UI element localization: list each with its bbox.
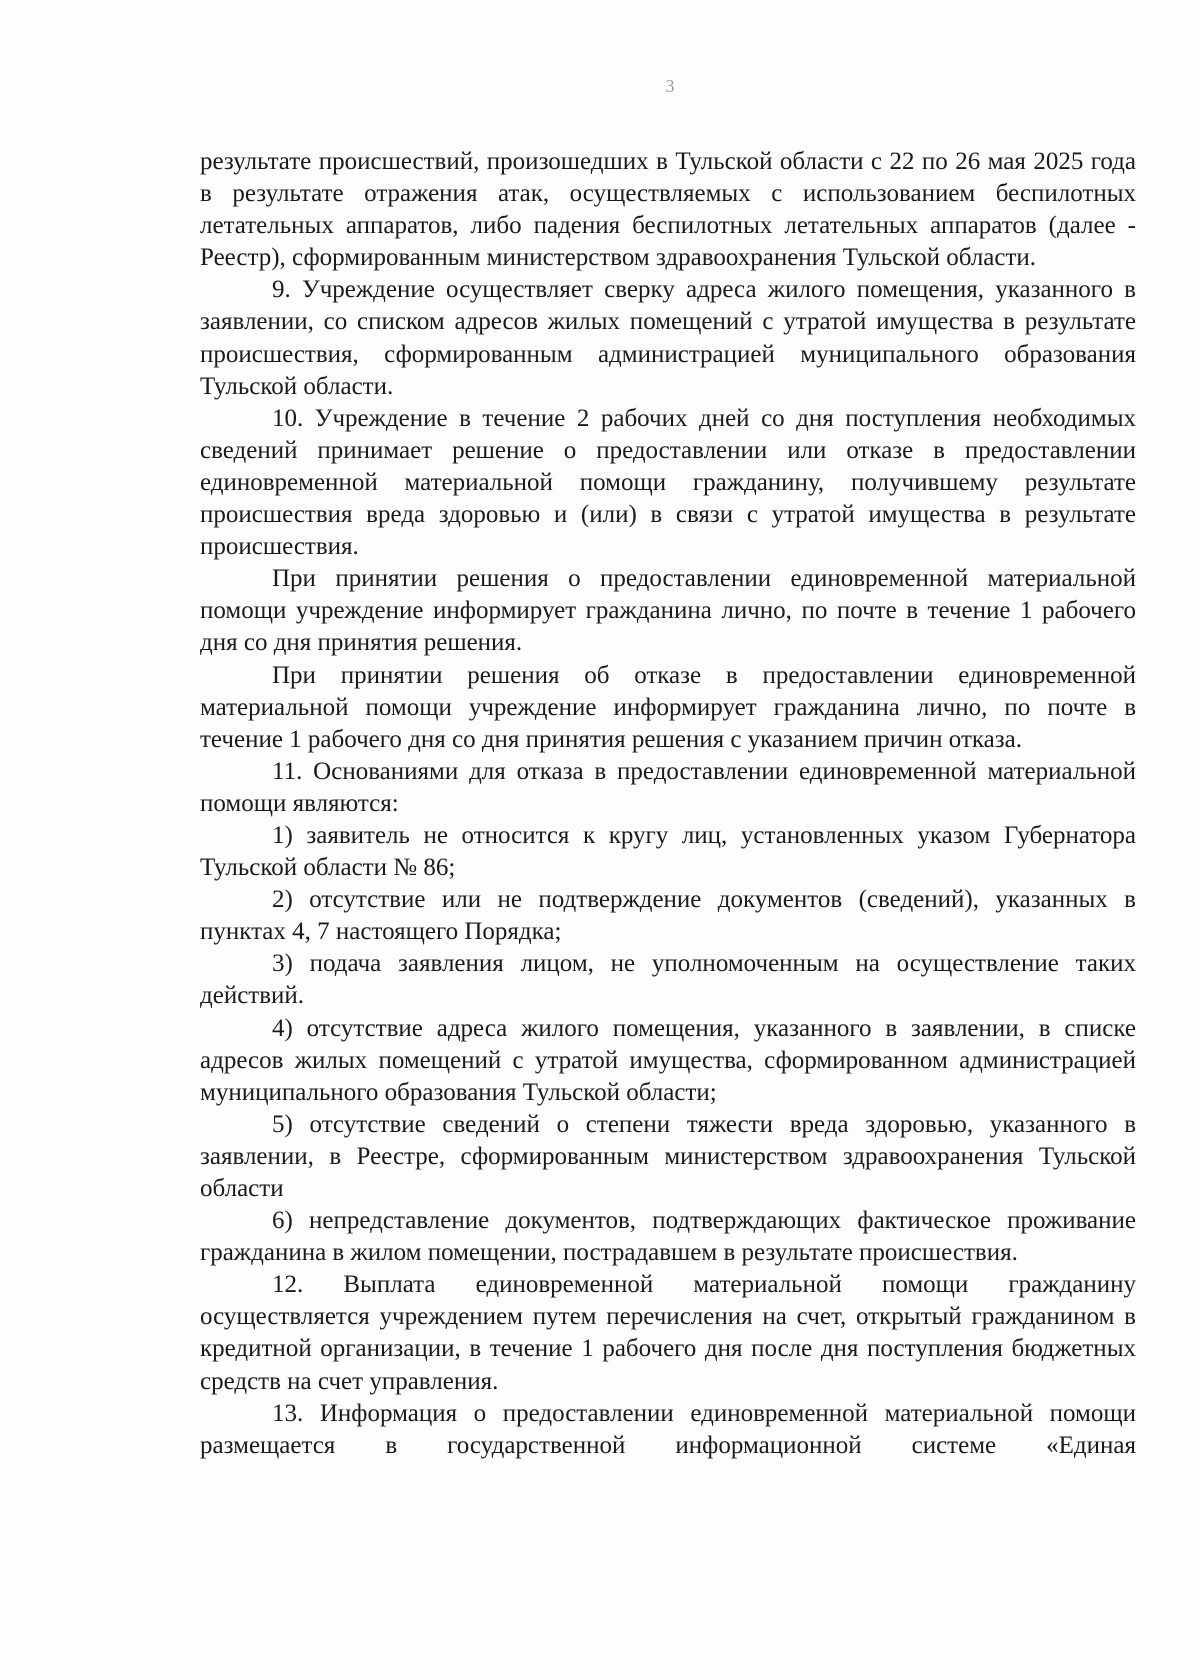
paragraph-refusal-ground-3: 3) подача заявления лицом, не уполномоченным на осуществление таких действий. [200, 950, 1136, 1010]
paragraph-refusal-ground-6: 6) непредставление документов, подтверждающих фактическое проживание гражданина в жилом помещении, пострадавшем в результате происшествия. [200, 1207, 1136, 1267]
paragraph-refusal-decision: При принятии решения об отказе в предоставлении единовременной материальной помощи учреждение информирует гражданина лично, по почте в течение 1 рабочего дня со дня принятия решения с указанием причин отказа. [200, 661, 1136, 753]
page-number: 3 [665, 76, 675, 96]
paragraph-refusal-ground-4: 4) отсутствие адреса жилого помещения, указанного в заявлении, в списке адресов жилых помещений с утратой имущества, сформированном администрацией муниципального образования Тульской области; [200, 1014, 1136, 1106]
paragraph-continuation: результате происшествий, произошедших в Тульской области с 22 по 26 мая 2025 года в результате отражения атак, осуществляемых с использованием беспилотных летательных аппаратов, либо падения беспилотных летательных аппаратов (далее - Реестр), сформированным министерством здравоохранения Тульской области. [200, 148, 1136, 272]
paragraph-grant-decision: При принятии решения о предоставлении единовременной материальной помощи учреждение информирует гражданина лично, по почте в течение 1 рабочего дня со дня принятия решения. [200, 565, 1136, 657]
document-body [200, 146, 1136, 1462]
paragraph-item-11: 11. Основаниями для отказа в предоставлении единовременной материальной помощи являются: [200, 757, 1136, 817]
paragraph-refusal-ground-1: 1) заявитель не относится к кругу лиц, установленных указом Губернатора Тульской области № 86; [200, 821, 1136, 882]
paragraph-item-9: 9. Учреждение осуществляет сверку адреса жилого помещения, указанного в заявлении, со списком адресов жилых помещений с утратой имущества в результате происшествия, сформированным администрацией муниципального образования Тульской области. [200, 276, 1136, 400]
paragraph-item-12: 12. Выплата единовременной материальной помощи гражданину осуществляется учреждением путем перечисления на счет, открытый гражданином в кредитной организации, в течение 1 рабочего дня после дня поступления бюджетных средств на счет управления. [200, 1271, 1136, 1395]
paragraph-refusal-ground-5: 5) отсутствие сведений о степени тяжести вреда здоровью, указанного в заявлении, в Реестре, сформированным министерством здравоохранения Тульской области [200, 1110, 1136, 1202]
paragraph-refusal-ground-2: 2) отсутствие или не подтверждение документов (сведений), указанных в пунктах 4, 7 настоящего Порядка; [200, 886, 1136, 946]
paragraph-item-13: 13. Информация о предоставлении единовременной материальной помощи размещается в государственной информационной системе «Единая [200, 1399, 1136, 1459]
paragraph-item-10: 10. Учреждение в течение 2 рабочих дней со дня поступления необходимых сведений принимает решение о предоставлении или отказе в предоставлении единовременной материальной помощи гражданину, получившему результате происшествия вреда здоровью и (или) в связи с утратой имущества в результате происшествия. [200, 404, 1136, 561]
